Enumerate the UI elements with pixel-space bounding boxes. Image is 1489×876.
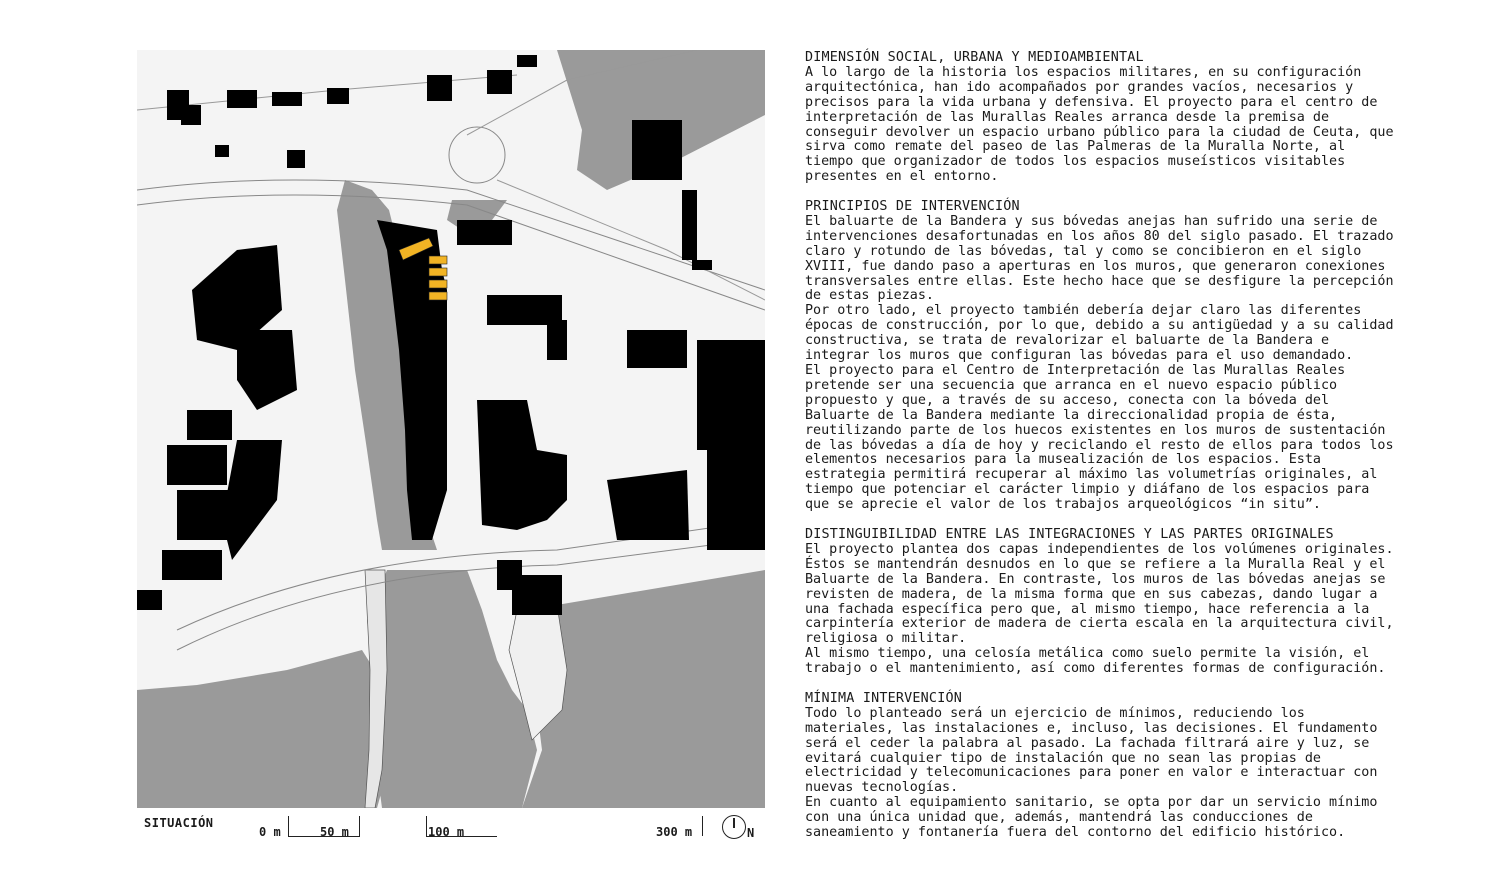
map-caption: SITUACIÓN [144,816,214,830]
section-heading: DISTINGUIBILIDAD ENTRE LAS INTEGRACIONES Y LAS PARTES ORIGINALES [805,526,1334,542]
section-principios [805,200,1445,513]
scale-bar [250,812,720,838]
section-body: El baluarte de la Bandera y sus bóvedas anejas han sufrido una serie de intervenciones desafortunadas en los años 80 del siglo pasado. El trazado claro y rotundo de las bóvedas, tal y como se concibieron en el siglo XVIII, fue dando paso a aperturas en los muros, que generaron conexiones transversales entre ellas. Este hecho hace que se desfigure la percepción de estas piezas. Por otro lado, el proyecto también debería dejar claro las diferentes épocas de construcción, por lo que, debido a su antigüedad y a su calidad constructiva, se trata de revalorizar el baluarte de la Bandera e integrar los muros que configuran las bóvedas para el uso demandado. El proyecto para el Centro de Interpretación de las Murallas Reales pretende ser una secuencia que arranca en el nuevo espacio público propuesto y que, a través de su acceso, conecta con la bóveda del Baluarte de la Bandera mediante la direccionalidad propia de ésta, reutilizando parte de los huecos existentes en los muros de sustentación de las bóvedas a día de hoy y reciclando el resto de ellos para todos los elementos necesarios para la musealización de los espacios. Esta estrategia permitirá recuperar al máximo las volumetrías originales, al tiempo que potenciar el carácter limpio y diáfano de los espacios para que se aprecie el valor de los trabajos arqueológicos “in situ”. [805,213,1394,513]
north-arrow-icon [722,815,746,839]
scale-label-300: 300 m [656,825,693,839]
scale-label-50: 50 m [320,825,349,839]
section-heading: DIMENSIÓN SOCIAL, URBANA Y MEDIOAMBIENTAL [805,50,1144,65]
scale-segment-c [702,816,703,836]
section-distinguibilidad [805,528,1445,677]
section-body: El proyecto plantea dos capas independientes de los volúmenes originales. Éstos se mantendrán desnudos en lo que se refiere a la Muralla Real y el Baluarte de la Bandera. En contraste, los muros de las bóvedas anejas se revisten de madera, de la misma forma que en sus cabezas, dando lugar a una fachada específica pero que, al mismo tiempo, hace referencia a la carpintería exterior de madera de cierta escala en la arquitectura civil, religiosa o militar. Al mismo tiempo, una celosía metálica como suelo permite la visión, el trabajo o el mantenimiento, así como diferentes formas de configuración. [805,541,1394,677]
north-label: N [747,826,755,840]
section-body: Todo lo planteado será un ejercicio de mínimos, reduciendo los materiales, las instalaciones e, incluso, las decisiones. El fundamento será el ceder la palabra al pasado. La fachada filtrará aire y luz, se evitará cualquier tipo de instalación que no sean las propias de electricidad y telecomunicaciones para poner en valor e interactuar con nuevas tecnologías. En cuanto al equipamiento sanitario, se opta por dar un servicio mínimo con una única unidad que, además, mantendrá las conducciones de saneamiento y fontanería fuera del contorno del edificio histórico. [805,705,1378,841]
site-plan-drawing [137,50,765,808]
section-dimension-social [805,51,1445,185]
description-text [805,51,1445,856]
section-minima-intervencion [805,692,1445,841]
scale-label-0: 0 m [259,825,281,839]
section-body: A lo largo de la historia los espacios militares, en su configuración arquitectónica, han ido acompañados por grandes vacíos, necesarios y precisos para la vida urbana y defensiva. El proyecto para el centro de interpretación de las Murallas Reales arranca desde la premisa de conseguir devolver un espacio urbano público para la ciudad de Ceuta, que sirva como remate del paseo de las Palmeras de la Muralla Norte, al tiempo que organizador de todos los espacios museísticos visitables presentes en el entorno. [805,64,1394,185]
section-heading: PRINCIPIOS DE INTERVENCIÓN [805,199,1020,215]
scale-label-100: 100 m [428,825,465,839]
site-plan-map [137,50,765,808]
section-heading: MÍNIMA INTERVENCIÓN [805,690,962,706]
